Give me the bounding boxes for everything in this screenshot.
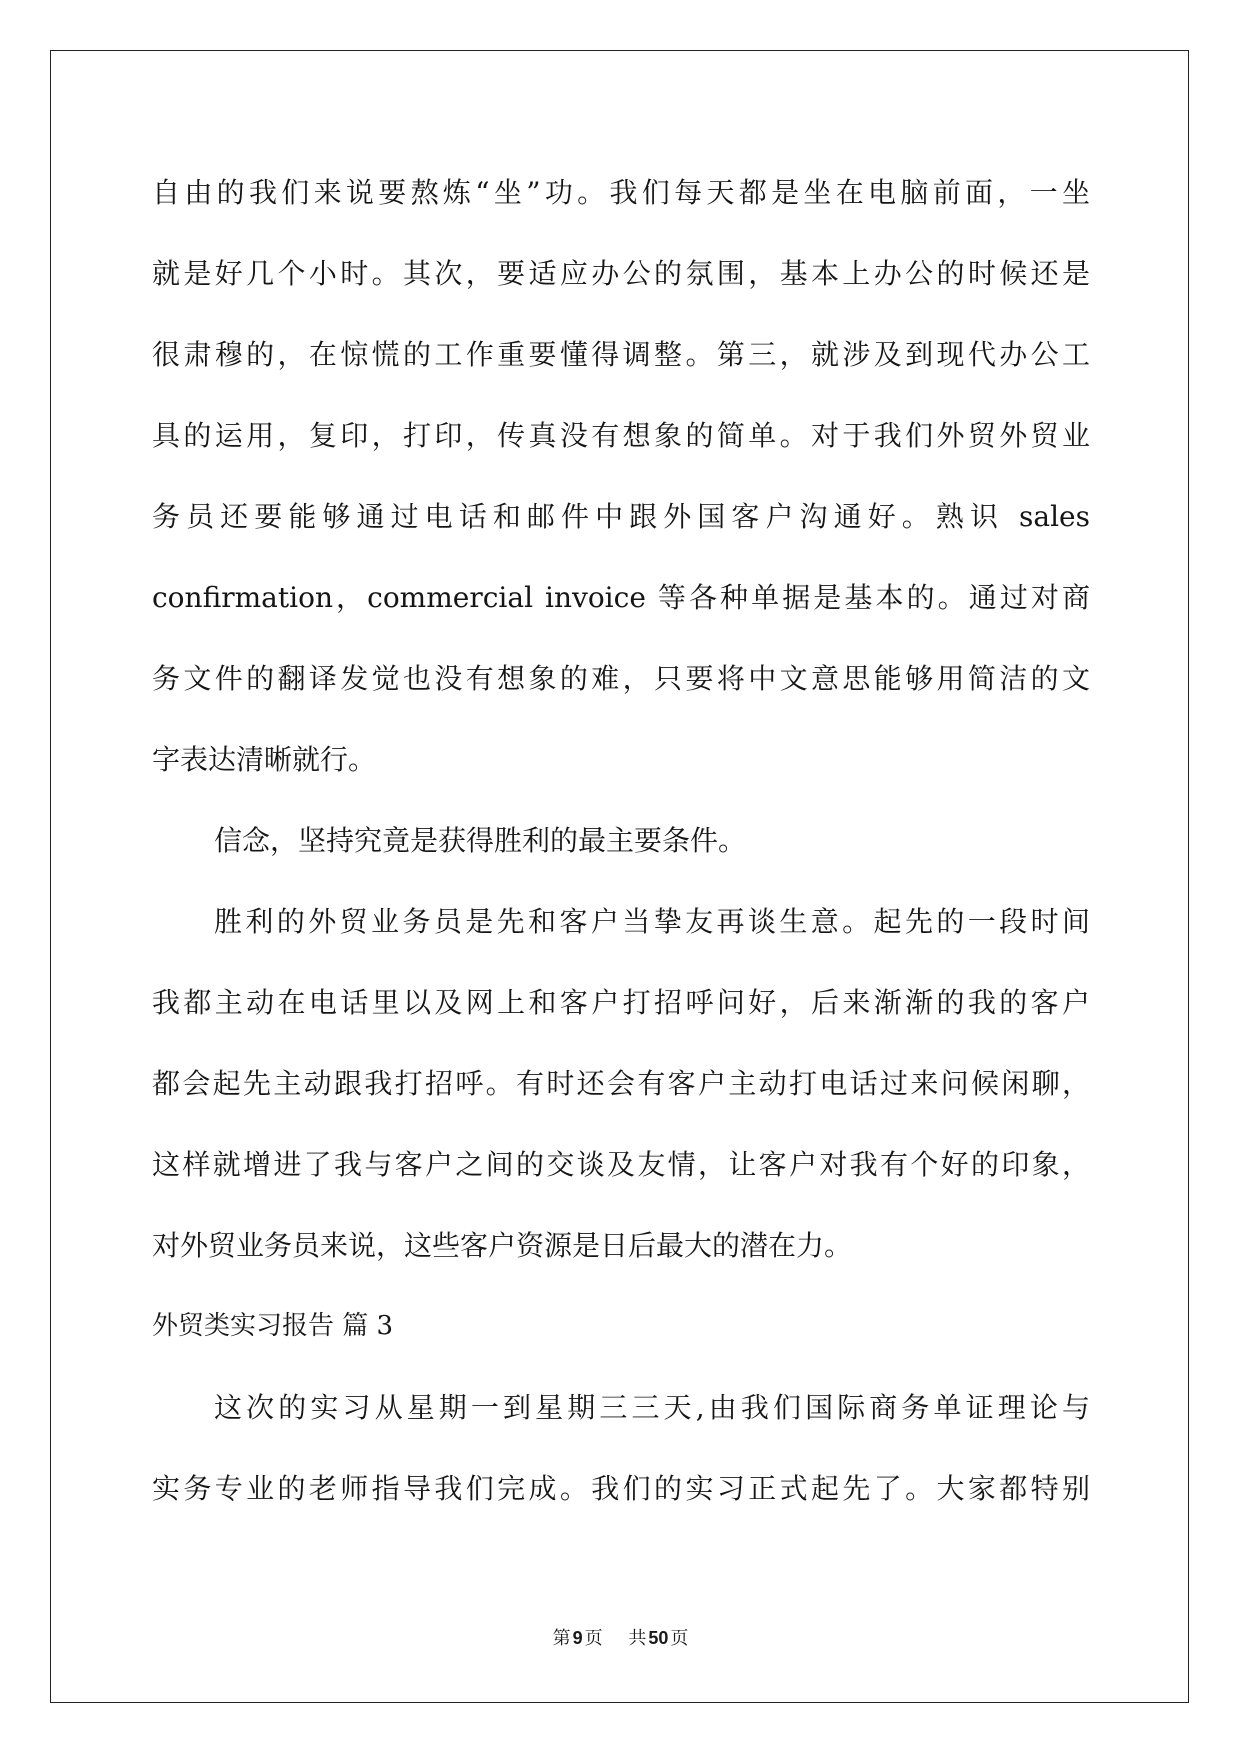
body-line: 实务专业的老师指导我们完成。我们的实习正式起先了。大家都特别: [152, 1472, 1090, 1505]
body-line: 很肃穆的，在惊慌的工作重要懂得调整。第三，就涉及到现代办公工: [152, 338, 1090, 371]
current-page-number: 9: [572, 1628, 583, 1648]
body-line: 字表达清晰就行。: [152, 743, 377, 776]
total-pages: [628, 1628, 688, 1649]
section-heading: 外贸类实习报告 篇 3: [152, 1311, 394, 1341]
body-line: 我都主动在电话里以及网上和客户打招呼问好，后来渐渐的我的客户: [152, 986, 1090, 1019]
page-prefix: 第: [552, 1628, 571, 1649]
body-line: 胜利的外贸业务员是先和客户当挚友再谈生意。起先的一段时间: [214, 905, 1090, 938]
paragraph: [152, 152, 1090, 800]
body-line: 务文件的翻译发觉也没有想象的难，只要将中文意思能够用简洁的文: [152, 662, 1090, 695]
body-line: 自由的我们来说要熬炼“坐”功。我们每天都是坐在电脑前面，一坐: [152, 176, 1090, 209]
page-suffix: 页: [584, 1628, 603, 1649]
body-line: confirmation，commercial invoice 等各种单据是基本的。通过对商: [152, 581, 1090, 614]
body-line: 务员还要能够通过电话和邮件中跟外国客户沟通好。熟识 sales: [152, 500, 1090, 533]
body-line: 都会起先主动跟我打招呼。有时还会有客户主动打电话过来问候闲聊，: [152, 1067, 1090, 1100]
total-page-count: 50: [648, 1628, 669, 1648]
paragraph: [152, 800, 1090, 881]
body-line: 这次的实习从星期一到星期三三天,由我们国际商务单证理论与: [214, 1391, 1090, 1424]
total-prefix: 共: [628, 1628, 647, 1649]
page-number: [553, 1628, 609, 1649]
document-body: [152, 152, 1090, 1529]
total-suffix: 页: [670, 1628, 689, 1649]
body-line: 具的运用，复印，打印，传真没有想象的简单。对于我们外贸外贸业: [152, 419, 1090, 452]
body-line: 对外贸业务员来说，这些客户资源是日后最大的潜在力。: [152, 1229, 853, 1262]
body-line: 信念，坚持究竟是获得胜利的最主要条件。: [214, 824, 747, 857]
paragraph: [152, 1367, 1090, 1529]
page-footer: [0, 1624, 1241, 1653]
body-line: 就是好几个小时。其次，要适应办公的氛围，基本上办公的时候还是: [152, 257, 1090, 290]
body-line: 这样就增进了我与客户之间的交谈及友情，让客户对我有个好的印象，: [152, 1148, 1090, 1181]
paragraph: [152, 881, 1090, 1286]
